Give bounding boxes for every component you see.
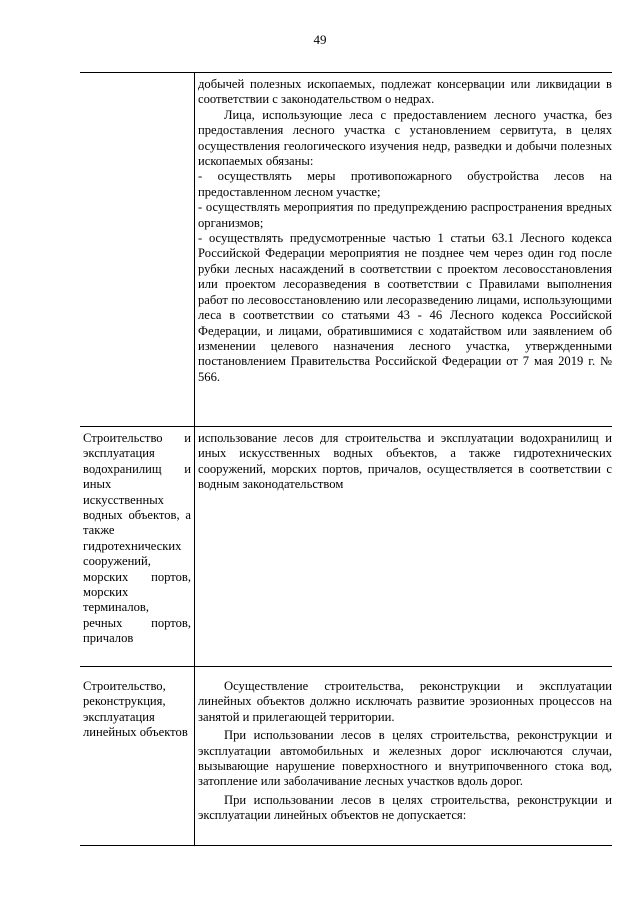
list-item: - осуществлять предусмотренные частью 1 статьи 63.1 Лесного кодекса Российской Федерации мероприятия не позднее чем через один год после рубки лесных насаждений в соответствии с проектом лесовосстановления или проектом лесоразведения в соответствии с Правилами выполнения работ по лесовосстановлению или лесоразведению лицами, использующими леса в соответствии со статьями 43 - 46 Лесного кодекса Российской Федерации, и лицами, обратившимися с ходатайством или заявлением об изменении целевого назначения лесного участка, утвержденными постановлением Правительства Российской Федерации от 7 мая 2019 г. № 566. bbox=[198, 231, 612, 384]
page-number: 49 bbox=[313, 32, 327, 47]
paragraph: использование лесов для строительства и эксплуатации водохранилищ и иных искусственных водных объектов, а также гидротехнических сооружений, морских портов, причалов, осуществляется в соответствии с водным законодательством bbox=[198, 431, 612, 492]
table-row bbox=[80, 427, 612, 667]
list-item: - осуществлять мероприятия по предупреждению распространения вредных организмов; bbox=[198, 200, 612, 230]
paragraph: Осуществление строительства, реконструкции и эксплуатации линейных объектов должно исключать развитие эрозионных процессов на занятой и прилегающей территории. bbox=[198, 679, 612, 724]
paragraph: Лица, использующие леса с предоставлением лесного участка, без предоставления лесного участка с установлением сервитута, в целях осуществления геологического изучения недр, разведки и добычи полезных ископаемых обязаны: bbox=[198, 107, 612, 169]
list-item: - осуществлять меры противопожарного обустройства лесов на предоставленном лесном участке; bbox=[198, 169, 612, 199]
paragraph: добычей полезных ископаемых, подлежат консервации или ликвидации в соответствии с законодательством о недрах. bbox=[198, 77, 612, 107]
requirements-cell bbox=[195, 427, 613, 667]
table-row bbox=[80, 667, 612, 846]
paragraph: При использовании лесов в целях строительства, реконструкции и эксплуатации автомобильных и железных дорог исключаются случаи, вызывающие нарушение поверхностного и внутрипочвенного стока вод, затопление или заболачивание лесных участков вдоль дорог. bbox=[198, 728, 612, 789]
category-cell: Строительство, реконструкция, эксплуатация линейных объектов bbox=[80, 667, 195, 846]
category-cell bbox=[80, 73, 195, 427]
regulations-table bbox=[80, 72, 612, 846]
table-row bbox=[80, 73, 612, 427]
paragraph: При использовании лесов в целях строительства, реконструкции и эксплуатации линейных объектов не допускается: bbox=[198, 792, 612, 823]
requirements-cell bbox=[195, 667, 613, 846]
requirements-cell bbox=[195, 73, 613, 427]
category-cell: Строительство и эксплуатация водохранилищ и иных искусственных водных объектов, а также гидротехнических сооружений, морских портов, морских терминалов, речных портов, причалов bbox=[80, 427, 195, 667]
